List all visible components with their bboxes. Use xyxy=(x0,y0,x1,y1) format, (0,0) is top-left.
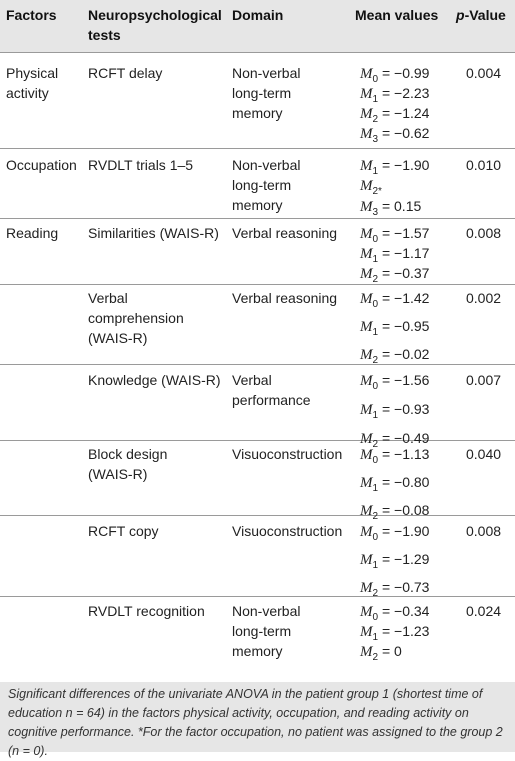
header-factors: Factors xyxy=(6,7,57,23)
row-divider xyxy=(0,148,515,149)
factor-label: Occupation xyxy=(6,157,77,173)
factor-label: Reading xyxy=(6,225,59,241)
mean-symbol: M xyxy=(360,402,373,418)
mean-number: = −1.57 xyxy=(378,225,430,241)
mean-subscript: 1 xyxy=(372,409,379,421)
mean-number: = −0.34 xyxy=(378,603,430,619)
mean-symbol: M xyxy=(360,266,373,282)
mean-subscript: 0 xyxy=(372,531,379,543)
mean-symbol: M xyxy=(360,106,373,122)
mean-value xyxy=(360,287,429,316)
row-divider xyxy=(0,218,515,219)
domain-label: Verbal reasoning xyxy=(232,225,338,241)
test-label: (WAIS-R) xyxy=(88,466,148,482)
p-value: 0.040 xyxy=(466,446,502,462)
mean-symbol: M xyxy=(360,199,373,215)
domain-label: Non-verbal xyxy=(232,65,301,81)
factor-label: activity xyxy=(6,85,49,101)
mean-symbol: M xyxy=(360,347,373,363)
mean-value xyxy=(360,315,429,344)
mean-subscript: 2 xyxy=(372,510,379,522)
header-domain: Domain xyxy=(232,7,284,23)
p-value: 0.024 xyxy=(466,603,502,619)
p-value: 0.008 xyxy=(466,523,502,539)
mean-number: = −1.13 xyxy=(378,446,430,462)
mean-value xyxy=(360,122,429,151)
mean-subscript: 0 xyxy=(372,611,379,623)
domain-label: performance xyxy=(232,392,311,408)
domain-label: Non-verbal xyxy=(232,157,301,173)
row-divider xyxy=(0,364,515,365)
domain-label: Visuoconstruction xyxy=(232,446,343,462)
test-label: Similarities (WAIS-R) xyxy=(88,225,219,241)
mean-subscript: 2 xyxy=(372,113,379,125)
row-divider xyxy=(0,515,515,516)
p-value: 0.008 xyxy=(466,225,502,241)
header-tests-line1: Neuropsychological xyxy=(88,7,222,23)
mean-symbol: M xyxy=(360,246,373,262)
mean-subscript: 2 xyxy=(372,587,379,599)
mean-number: = −0.95 xyxy=(378,318,430,334)
domain-label: Non-verbal xyxy=(232,603,301,619)
mean-value xyxy=(360,369,429,398)
mean-symbol: M xyxy=(360,373,373,389)
mean-number: = −0.37 xyxy=(378,265,430,281)
mean-value xyxy=(360,471,429,500)
mean-number: = −1.23 xyxy=(378,623,430,639)
domain-label: long-term xyxy=(232,85,292,101)
mean-number: = −0.93 xyxy=(378,401,430,417)
mean-symbol: M xyxy=(360,580,373,596)
mean-subscript: 0 xyxy=(372,73,379,85)
mean-number: = −0.02 xyxy=(378,346,430,362)
domain-label: memory xyxy=(232,643,283,659)
mean-symbol: M xyxy=(360,503,373,519)
mean-subscript: 2* xyxy=(372,185,382,197)
mean-subscript: 2 xyxy=(372,354,379,366)
mean-symbol: M xyxy=(360,604,373,620)
domain-label: Visuoconstruction xyxy=(232,523,343,539)
mean-value xyxy=(360,520,429,549)
mean-number: = 0 xyxy=(378,643,402,659)
mean-number: = −0.99 xyxy=(378,65,430,81)
mean-number: = −1.56 xyxy=(378,372,430,388)
mean-symbol: M xyxy=(360,524,373,540)
mean-number: = −0.80 xyxy=(378,474,430,490)
header-mean-values: Mean values xyxy=(355,7,439,23)
mean-symbol: M xyxy=(360,178,373,194)
header-p-value xyxy=(456,4,506,26)
p-value: 0.004 xyxy=(466,65,502,81)
mean-symbol: M xyxy=(360,644,373,660)
test-label: RCFT delay xyxy=(88,65,163,81)
domain-label: memory xyxy=(232,105,283,121)
p-value: 0.007 xyxy=(466,372,502,388)
header-p-italic: p xyxy=(456,7,465,23)
factor-label: Physical xyxy=(6,65,59,81)
mean-value xyxy=(360,640,402,669)
mean-symbol: M xyxy=(360,158,373,174)
mean-subscript: 0 xyxy=(372,454,379,466)
mean-number: = −1.24 xyxy=(378,105,430,121)
domain-label: long-term xyxy=(232,177,292,193)
mean-symbol: M xyxy=(360,86,373,102)
header-tests-line2: tests xyxy=(88,27,121,43)
mean-subscript: 1 xyxy=(372,631,379,643)
test-label: (WAIS-R) xyxy=(88,330,148,346)
mean-subscript: 0 xyxy=(372,298,379,310)
mean-subscript: 1 xyxy=(372,253,379,265)
mean-symbol: M xyxy=(360,447,373,463)
mean-subscript: 1 xyxy=(372,559,379,571)
mean-value xyxy=(360,548,429,577)
mean-symbol: M xyxy=(360,624,373,640)
mean-subscript: 0 xyxy=(372,233,379,245)
test-label: RCFT copy xyxy=(88,523,159,539)
mean-number: = −1.17 xyxy=(378,245,430,261)
mean-number: = −1.90 xyxy=(378,523,430,539)
mean-subscript: 1 xyxy=(372,482,379,494)
mean-subscript: 2 xyxy=(372,438,379,450)
mean-value xyxy=(360,398,429,427)
test-label: RVDLT recognition xyxy=(88,603,205,619)
mean-number: = −1.29 xyxy=(378,551,430,567)
mean-subscript: 1 xyxy=(372,326,379,338)
mean-symbol: M xyxy=(360,431,373,447)
domain-label: Verbal xyxy=(232,372,272,388)
mean-subscript: 2 xyxy=(372,273,379,285)
mean-subscript: 0 xyxy=(372,380,379,392)
test-label: Verbal xyxy=(88,290,128,306)
mean-subscript: 3 xyxy=(372,206,379,218)
mean-value xyxy=(360,195,421,224)
mean-value xyxy=(360,343,429,372)
row-divider xyxy=(0,440,515,441)
mean-symbol: M xyxy=(360,126,373,142)
mean-value xyxy=(360,443,429,472)
p-value: 0.010 xyxy=(466,157,502,173)
p-value: 0.002 xyxy=(466,290,502,306)
domain-label: long-term xyxy=(232,623,292,639)
mean-symbol: M xyxy=(360,552,373,568)
mean-symbol: M xyxy=(360,66,373,82)
table-footnote: Significant differences of the univariate ANOVA in the patient group 1 (shortest time of education n = 64) in the factors physical activity, occupation, and reading activity on cognitive performance. *For the factor occupation, no patient was assigned to the group 2 (n = 0). xyxy=(8,687,503,758)
test-label: RVDLT trials 1–5 xyxy=(88,157,194,173)
mean-symbol: M xyxy=(360,226,373,242)
mean-symbol: M xyxy=(360,319,373,335)
row-divider xyxy=(0,52,515,53)
mean-subscript: 1 xyxy=(372,93,379,105)
mean-symbol: M xyxy=(360,475,373,491)
mean-subscript: 1 xyxy=(372,165,379,177)
mean-number: = −0.73 xyxy=(378,579,430,595)
mean-number: = −1.90 xyxy=(378,157,430,173)
test-label: Knowledge (WAIS-R) xyxy=(88,372,221,388)
row-divider xyxy=(0,284,515,285)
mean-number: = −1.42 xyxy=(378,290,430,306)
domain-label: memory xyxy=(232,197,283,213)
mean-number: = −2.23 xyxy=(378,85,430,101)
test-label: Block design xyxy=(88,446,168,462)
mean-number: = −0.62 xyxy=(378,125,430,141)
mean-number: = −0.08 xyxy=(378,502,430,518)
domain-label: Verbal reasoning xyxy=(232,290,338,306)
mean-subscript: 2 xyxy=(372,651,379,663)
mean-number: = −0.49 xyxy=(378,430,430,446)
mean-number: = 0.15 xyxy=(378,198,422,214)
test-label: comprehension xyxy=(88,310,184,326)
mean-symbol: M xyxy=(360,291,373,307)
row-divider xyxy=(0,596,515,597)
mean-subscript: 3 xyxy=(372,133,379,145)
header-p-rest: -Value xyxy=(464,7,506,23)
